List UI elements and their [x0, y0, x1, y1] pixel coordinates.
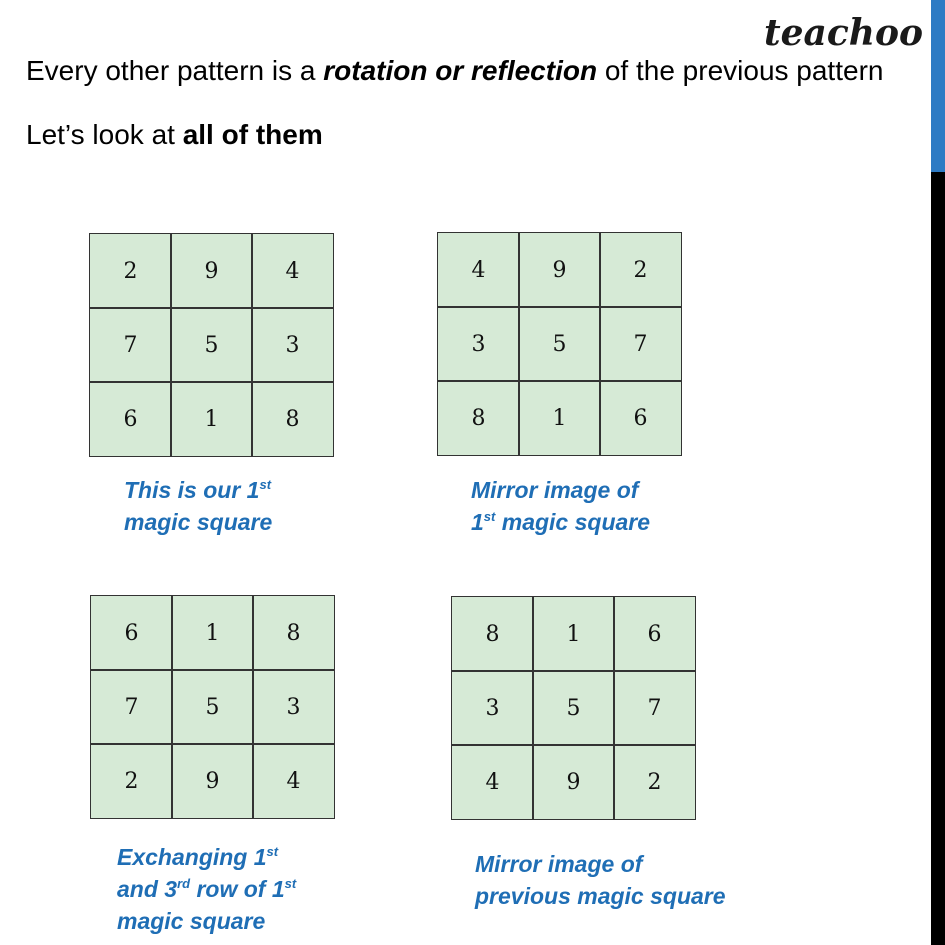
square-cell: 4	[451, 744, 534, 820]
caption-text: row of 1	[190, 876, 285, 902]
square-cell: 5	[170, 307, 253, 383]
square-cell: 1	[171, 595, 254, 671]
square-cell: 6	[613, 596, 696, 672]
caption-text: This is our 1	[124, 477, 260, 503]
square-cell: 7	[90, 669, 173, 745]
square-cell: 4	[437, 232, 520, 308]
caption-line: magic square	[117, 908, 266, 934]
teachoo-logo: teachoo	[764, 12, 923, 54]
magic-square-4	[451, 596, 696, 820]
caption-line	[117, 841, 296, 873]
magic-square-3	[90, 595, 335, 819]
square-cell: 3	[437, 306, 520, 382]
square-cell: 3	[451, 670, 534, 746]
caption-text: magic square	[495, 509, 651, 535]
lets-look-line	[26, 119, 323, 151]
square-cell: 4	[251, 233, 334, 309]
lets-look-text: Let’s look at	[26, 119, 183, 150]
square-cell: 9	[532, 744, 615, 820]
caption-text: and 3	[117, 876, 178, 902]
square-cell: 3	[251, 307, 334, 383]
square-cell: 1	[170, 381, 253, 457]
caption-line: Mirror image of	[475, 851, 643, 877]
square-cell: 2	[599, 232, 682, 308]
square-cell: 3	[252, 669, 335, 745]
square-cell: 8	[252, 595, 335, 671]
magic-square-2	[437, 232, 682, 456]
square-cell: 7	[599, 306, 682, 382]
square-cell: 8	[451, 596, 534, 672]
caption-line: Mirror image of	[471, 477, 639, 503]
intro-text-2: of the previous pattern	[597, 55, 884, 86]
right-edge-accent	[931, 0, 945, 172]
caption-square-1	[124, 474, 272, 538]
caption-line	[117, 873, 296, 905]
caption-square-2	[471, 474, 650, 538]
square-cell: 6	[90, 595, 173, 671]
caption-line: previous magic square	[475, 883, 726, 909]
intro-line	[26, 55, 883, 87]
intro-text-1: Every other pattern is a	[26, 55, 324, 86]
caption-sup: st	[284, 876, 297, 891]
square-cell: 5	[518, 306, 601, 382]
square-cell: 6	[599, 380, 682, 456]
caption-line	[124, 474, 272, 506]
square-cell: 5	[171, 669, 254, 745]
square-cell: 9	[518, 232, 601, 308]
caption-sup: rd	[177, 876, 191, 891]
square-cell: 8	[251, 381, 334, 457]
square-cell: 7	[613, 670, 696, 746]
caption-sup: st	[483, 509, 496, 524]
caption-line	[471, 506, 650, 538]
square-cell: 6	[89, 381, 172, 457]
square-cell: 2	[90, 743, 173, 819]
square-cell: 8	[437, 380, 520, 456]
caption-square-4	[475, 848, 726, 912]
square-cell: 9	[170, 233, 253, 309]
square-cell: 4	[252, 743, 335, 819]
caption-sup: st	[266, 844, 279, 859]
caption-text: 1	[471, 509, 484, 535]
square-cell: 9	[171, 743, 254, 819]
square-cell: 5	[532, 670, 615, 746]
lets-look-emphasis: all of them	[182, 119, 323, 150]
magic-square-1	[89, 233, 334, 457]
square-cell: 1	[518, 380, 601, 456]
caption-sup: st	[259, 477, 272, 492]
intro-emphasis: rotation or reflection	[323, 55, 598, 86]
square-cell: 7	[89, 307, 172, 383]
square-cell: 2	[613, 744, 696, 820]
caption-text: Exchanging 1	[117, 844, 267, 870]
square-cell: 1	[532, 596, 615, 672]
square-cell: 2	[89, 233, 172, 309]
caption-line: magic square	[124, 509, 273, 535]
caption-square-3	[117, 841, 296, 937]
